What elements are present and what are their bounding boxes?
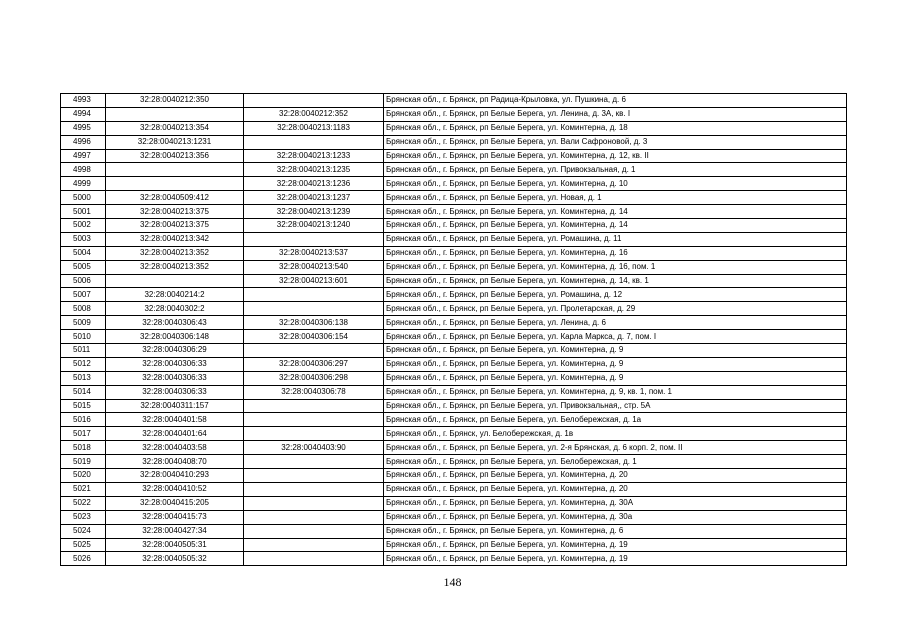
address-cell: Брянская обл., г. Брянск, рп Белые Берега, ул. Коминтерна, д. 30а: [384, 510, 847, 524]
table-row: [61, 205, 847, 219]
cadastral-number-cell: 32:28:0040403:58: [106, 441, 244, 455]
address-cell: Брянская обл., г. Брянск, рп Белые Берега, ул. Коминтерна, д. 10: [384, 177, 847, 191]
table-row: [61, 399, 847, 413]
linked-cadastral-number-cell: 32:28:0040213:601: [244, 274, 384, 288]
address-cell: Брянская обл., г. Брянск, ул. Белобережская, д. 1в: [384, 427, 847, 441]
linked-cadastral-number-cell: [244, 413, 384, 427]
table-row: [61, 427, 847, 441]
linked-cadastral-number-cell: 32:28:0040306:298: [244, 371, 384, 385]
table-row: [61, 107, 847, 121]
address-cell: Брянская обл., г. Брянск, рп Белые Берега, ул. Белобережская, д. 1а: [384, 413, 847, 427]
row-number-cell: 5000: [61, 191, 106, 205]
address-cell: Брянская обл., г. Брянск, рп Белые Берега, ул. 2-я Брянская, д. 6 корп. 2, пом. II: [384, 441, 847, 455]
cadastral-number-cell: 32:28:0040213:352: [106, 246, 244, 260]
linked-cadastral-number-cell: [244, 496, 384, 510]
table-body: [61, 94, 847, 566]
cadastral-number-cell: 32:28:0040401:58: [106, 413, 244, 427]
linked-cadastral-number-cell: 32:28:0040212:352: [244, 107, 384, 121]
table-row: [61, 357, 847, 371]
linked-cadastral-number-cell: [244, 399, 384, 413]
linked-cadastral-number-cell: 32:28:0040306:138: [244, 316, 384, 330]
table-row: [61, 191, 847, 205]
address-cell: Брянская обл., г. Брянск, рп Белые Берега, ул. Коминтерна, д. 20: [384, 469, 847, 483]
linked-cadastral-number-cell: [244, 538, 384, 552]
address-cell: Брянская обл., г. Брянск, рп Белые Берега, ул. Коминтерна, д. 12, кв. II: [384, 149, 847, 163]
cadastral-number-cell: 32:28:0040306:148: [106, 330, 244, 344]
linked-cadastral-number-cell: [244, 510, 384, 524]
address-cell: Брянская обл., г. Брянск, рп Белые Берега, ул. Коминтерна, д. 16, пом. 1: [384, 260, 847, 274]
address-cell: Брянская обл., г. Брянск, рп Белые Берега, ул. Коминтерна, д. 14, кв. 1: [384, 274, 847, 288]
address-cell: Брянская обл., г. Брянск, рп Белые Берега, ул. Коминтерна, д. 19: [384, 538, 847, 552]
table-row: [61, 441, 847, 455]
linked-cadastral-number-cell: 32:28:0040213:540: [244, 260, 384, 274]
row-number-cell: 5014: [61, 385, 106, 399]
cadastral-number-cell: 32:28:0040306:33: [106, 385, 244, 399]
linked-cadastral-number-cell: 32:28:0040306:297: [244, 357, 384, 371]
table-row: [61, 455, 847, 469]
table-row: [61, 149, 847, 163]
row-number-cell: 5003: [61, 232, 106, 246]
cadastral-number-cell: 32:28:0040509:412: [106, 191, 244, 205]
cadastral-number-cell: 32:28:0040306:29: [106, 344, 244, 358]
linked-cadastral-number-cell: 32:28:0040213:1183: [244, 121, 384, 135]
row-number-cell: 5013: [61, 371, 106, 385]
linked-cadastral-number-cell: [244, 427, 384, 441]
cadastral-number-cell: 32:28:0040213:356: [106, 149, 244, 163]
row-number-cell: 5015: [61, 399, 106, 413]
linked-cadastral-number-cell: [244, 552, 384, 566]
address-cell: Брянская обл., г. Брянск, рп Белые Берега, ул. Ленина, д. 6: [384, 316, 847, 330]
row-number-cell: 5008: [61, 302, 106, 316]
row-number-cell: 5019: [61, 455, 106, 469]
address-cell: Брянская обл., г. Брянск, рп Белые Берега, ул. Коминтерна, д. 9: [384, 344, 847, 358]
address-cell: Брянская обл., г. Брянск, рп Радица-Крыловка, ул. Пушкина, д. 6: [384, 94, 847, 108]
cadastral-number-cell: 32:28:0040306:33: [106, 357, 244, 371]
linked-cadastral-number-cell: [244, 94, 384, 108]
row-number-cell: 5025: [61, 538, 106, 552]
linked-cadastral-number-cell: 32:28:0040213:537: [244, 246, 384, 260]
linked-cadastral-number-cell: [244, 524, 384, 538]
row-number-cell: 5001: [61, 205, 106, 219]
linked-cadastral-number-cell: [244, 469, 384, 483]
table-row: [61, 274, 847, 288]
table-row: [61, 496, 847, 510]
linked-cadastral-number-cell: 32:28:0040213:1235: [244, 163, 384, 177]
address-cell: Брянская обл., г. Брянск, рп Белые Берега, ул. Карла Маркса, д. 7, пом. I: [384, 330, 847, 344]
linked-cadastral-number-cell: [244, 302, 384, 316]
row-number-cell: 5006: [61, 274, 106, 288]
cadastral-number-cell: 32:28:0040415:73: [106, 510, 244, 524]
table-row: [61, 232, 847, 246]
address-cell: Брянская обл., г. Брянск, рп Белые Берега, ул. Ромашина, д. 12: [384, 288, 847, 302]
table-row: [61, 163, 847, 177]
row-number-cell: 5010: [61, 330, 106, 344]
address-cell: Брянская обл., г. Брянск, рп Белые Берега, ул. Пролетарская, д. 29: [384, 302, 847, 316]
table-row: [61, 344, 847, 358]
linked-cadastral-number-cell: 32:28:0040213:1237: [244, 191, 384, 205]
cadastral-number-cell: 32:28:0040212:350: [106, 94, 244, 108]
table-row: [61, 538, 847, 552]
address-cell: Брянская обл., г. Брянск, рп Белые Берега, ул. Ромашина, д. 11: [384, 232, 847, 246]
linked-cadastral-number-cell: [244, 135, 384, 149]
table-row: [61, 330, 847, 344]
address-cell: Брянская обл., г. Брянск, рп Белые Берега, ул. Коминтерна, д. 9: [384, 371, 847, 385]
row-number-cell: 5026: [61, 552, 106, 566]
linked-cadastral-number-cell: 32:28:0040213:1236: [244, 177, 384, 191]
row-number-cell: 4997: [61, 149, 106, 163]
table-row: [61, 219, 847, 233]
row-number-cell: 4996: [61, 135, 106, 149]
cadastral-number-cell: 32:28:0040427:34: [106, 524, 244, 538]
row-number-cell: 4993: [61, 94, 106, 108]
cadastral-number-cell: 32:28:0040408:70: [106, 455, 244, 469]
row-number-cell: 5020: [61, 469, 106, 483]
linked-cadastral-number-cell: [244, 344, 384, 358]
table-row: [61, 552, 847, 566]
cadastral-number-cell: 32:28:0040311:157: [106, 399, 244, 413]
cadastral-number-cell: 32:28:0040410:293: [106, 469, 244, 483]
row-number-cell: 5009: [61, 316, 106, 330]
table-row: [61, 94, 847, 108]
cadastral-number-cell: [106, 107, 244, 121]
row-number-cell: 5018: [61, 441, 106, 455]
page-number: 148: [443, 575, 462, 589]
cadastral-number-cell: 32:28:0040410:52: [106, 482, 244, 496]
row-number-cell: 5016: [61, 413, 106, 427]
table-row: [61, 246, 847, 260]
cadastral-number-cell: 32:28:0040505:31: [106, 538, 244, 552]
linked-cadastral-number-cell: 32:28:0040213:1240: [244, 219, 384, 233]
cadastral-number-cell: 32:28:0040401:64: [106, 427, 244, 441]
linked-cadastral-number-cell: 32:28:0040403:90: [244, 441, 384, 455]
linked-cadastral-number-cell: [244, 232, 384, 246]
address-cell: Брянская обл., г. Брянск, рп Белые Берега, ул. Коминтерна, д. 19: [384, 552, 847, 566]
row-number-cell: 5024: [61, 524, 106, 538]
linked-cadastral-number-cell: [244, 288, 384, 302]
cadastral-number-cell: [106, 274, 244, 288]
table-row: [61, 385, 847, 399]
table-row: [61, 371, 847, 385]
address-cell: Брянская обл., г. Брянск, рп Белые Берега, ул. Коминтерна, д. 6: [384, 524, 847, 538]
address-cell: Брянская обл., г. Брянск, рп Белые Берега, ул. Коминтерна, д. 9: [384, 357, 847, 371]
address-cell: Брянская обл., г. Брянск, рп Белые Берега, ул. Коминтерна, д. 14: [384, 219, 847, 233]
row-number-cell: 5007: [61, 288, 106, 302]
row-number-cell: 5017: [61, 427, 106, 441]
row-number-cell: 5011: [61, 344, 106, 358]
row-number-cell: 4999: [61, 177, 106, 191]
cadastral-number-cell: 32:28:0040213:352: [106, 260, 244, 274]
row-number-cell: 4995: [61, 121, 106, 135]
cadastral-number-cell: 32:28:0040213:354: [106, 121, 244, 135]
row-number-cell: 5002: [61, 219, 106, 233]
property-registry-table: [60, 93, 847, 566]
row-number-cell: 5023: [61, 510, 106, 524]
table-row: [61, 524, 847, 538]
cadastral-number-cell: 32:28:0040213:375: [106, 205, 244, 219]
address-cell: Брянская обл., г. Брянск, рп Белые Берега, ул. Новая, д. 1: [384, 191, 847, 205]
cadastral-number-cell: 32:28:0040213:342: [106, 232, 244, 246]
address-cell: Брянская обл., г. Брянск, рп Белые Берега, ул. Привокзальная, д. 1: [384, 163, 847, 177]
address-cell: Брянская обл., г. Брянск, рп Белые Берега, ул. Привокзальная,, стр. 5А: [384, 399, 847, 413]
address-cell: Брянская обл., г. Брянск, рп Белые Берега, ул. Коминтерна, д. 30А: [384, 496, 847, 510]
row-number-cell: 4998: [61, 163, 106, 177]
cadastral-number-cell: 32:28:0040505:32: [106, 552, 244, 566]
linked-cadastral-number-cell: 32:28:0040306:154: [244, 330, 384, 344]
address-cell: Брянская обл., г. Брянск, рп Белые Берега, ул. Коминтерна, д. 18: [384, 121, 847, 135]
linked-cadastral-number-cell: 32:28:0040213:1239: [244, 205, 384, 219]
cadastral-number-cell: 32:28:0040415:205: [106, 496, 244, 510]
linked-cadastral-number-cell: [244, 455, 384, 469]
address-cell: Брянская обл., г. Брянск, рп Белые Берега, ул. Вали Сафроновой, д. 3: [384, 135, 847, 149]
cadastral-number-cell: 32:28:0040306:43: [106, 316, 244, 330]
table-row: [61, 177, 847, 191]
cadastral-number-cell: 32:28:0040306:33: [106, 371, 244, 385]
table-row: [61, 288, 847, 302]
table-row: [61, 135, 847, 149]
cadastral-number-cell: 32:28:0040213:1231: [106, 135, 244, 149]
cadastral-number-cell: [106, 177, 244, 191]
table-row: [61, 302, 847, 316]
cadastral-number-cell: [106, 163, 244, 177]
table-row: [61, 482, 847, 496]
table-row: [61, 260, 847, 274]
table-row: [61, 469, 847, 483]
address-cell: Брянская обл., г. Брянск, рп Белые Берега, ул. Коминтерна, д. 14: [384, 205, 847, 219]
table-row: [61, 413, 847, 427]
cadastral-number-cell: 32:28:0040213:375: [106, 219, 244, 233]
address-cell: Брянская обл., г. Брянск, рп Белые Берега, ул. Коминтерна, д. 20: [384, 482, 847, 496]
table-row: [61, 316, 847, 330]
row-number-cell: 5004: [61, 246, 106, 260]
table-row: [61, 121, 847, 135]
row-number-cell: 4994: [61, 107, 106, 121]
address-cell: Брянская обл., г. Брянск, рп Белые Берега, ул. Коминтерна, д. 16: [384, 246, 847, 260]
table-row: [61, 510, 847, 524]
row-number-cell: 5005: [61, 260, 106, 274]
cadastral-number-cell: 32:28:0040214:2: [106, 288, 244, 302]
linked-cadastral-number-cell: 32:28:0040213:1233: [244, 149, 384, 163]
address-cell: Брянская обл., г. Брянск, рп Белые Берега, ул. Белобережская, д. 1: [384, 455, 847, 469]
address-cell: Брянская обл., г. Брянск, рп Белые Берега, ул. Ленина, д. 3А, кв. I: [384, 107, 847, 121]
row-number-cell: 5012: [61, 357, 106, 371]
row-number-cell: 5022: [61, 496, 106, 510]
linked-cadastral-number-cell: 32:28:0040306:78: [244, 385, 384, 399]
linked-cadastral-number-cell: [244, 482, 384, 496]
cadastral-number-cell: 32:28:0040302:2: [106, 302, 244, 316]
address-cell: Брянская обл., г. Брянск, рп Белые Берега, ул. Коминтерна, д. 9, кв. 1, пом. 1: [384, 385, 847, 399]
row-number-cell: 5021: [61, 482, 106, 496]
